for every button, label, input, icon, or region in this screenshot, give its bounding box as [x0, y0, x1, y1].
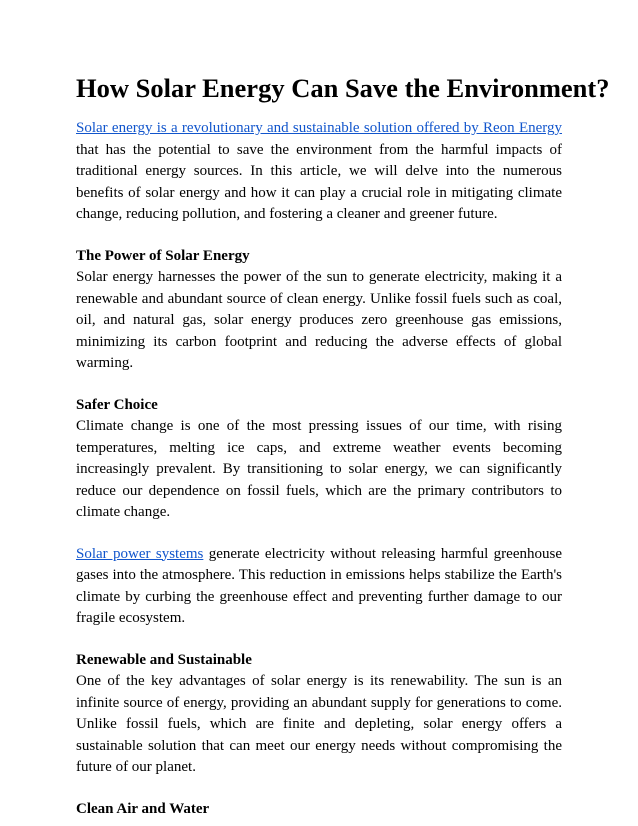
solar-power-systems-link[interactable]: Solar power systems: [76, 545, 204, 562]
spacer: [76, 779, 562, 799]
intro-paragraph: [76, 118, 562, 226]
intro-link[interactable]: Solar energy is a revolutionary and sustainable solution offered by Reon Energy: [76, 120, 562, 136]
section-heading-power: The Power of Solar Energy: [76, 247, 250, 264]
spacer: [76, 375, 562, 395]
spacer: [76, 226, 562, 246]
solar-systems-paragraph: [76, 544, 562, 630]
section-body-power: Solar energy harnesses the power of the sun to generate electricity, making it a renewable and abundant source of clean energy. Unlike fossil fuels such as coal, oil, and natural gas, solar energy produces zero greenhouse gas emissions, minimizing its carbon footprint and reducing the adverse effects of global warming.: [76, 269, 562, 371]
spacer: [76, 630, 562, 650]
section-heading-clean-air: Clean Air and Water: [76, 800, 210, 817]
page-title: How Solar Energy Can Save the Environment?: [76, 73, 610, 103]
section-body-renewable: One of the key advantages of solar energy is its renewability. The sun is an infinite source of energy, providing an abundant supply for generations to come. Unlike fossil fuels, which are finite and depleting, solar energy offers a sustainable solution that can meet our energy needs without compromising the future of our planet.: [76, 673, 562, 775]
section-heading-safer-choice: Safer Choice: [76, 396, 158, 413]
intro-text: that has the potential to save the environment from the harmful impacts of traditional energy sources. In this article, we will delve into the numerous benefits of solar energy and how it can play a crucial role in mitigating climate change, reducing pollution, and fostering a cleaner and greener future.: [76, 141, 562, 222]
section-body-safer-choice: Climate change is one of the most pressing issues of our time, with rising temperatures, melting ice caps, and extreme weather events becoming increasingly prevalent. By transitioning to solar energy, we can significantly reduce our dependence on fossil fuels, which are the primary contributors to climate change.: [76, 418, 562, 520]
solar-systems-text: generate electricity without releasing harmful greenhouse gases into the atmosphere. This reduction in emissions helps stabilize the Earth's climate by curbing the greenhouse effect and preventing further damage to our fragile ecosystem.: [76, 545, 562, 626]
spacer: [76, 524, 562, 544]
section-heading-renewable: Renewable and Sustainable: [76, 651, 252, 668]
